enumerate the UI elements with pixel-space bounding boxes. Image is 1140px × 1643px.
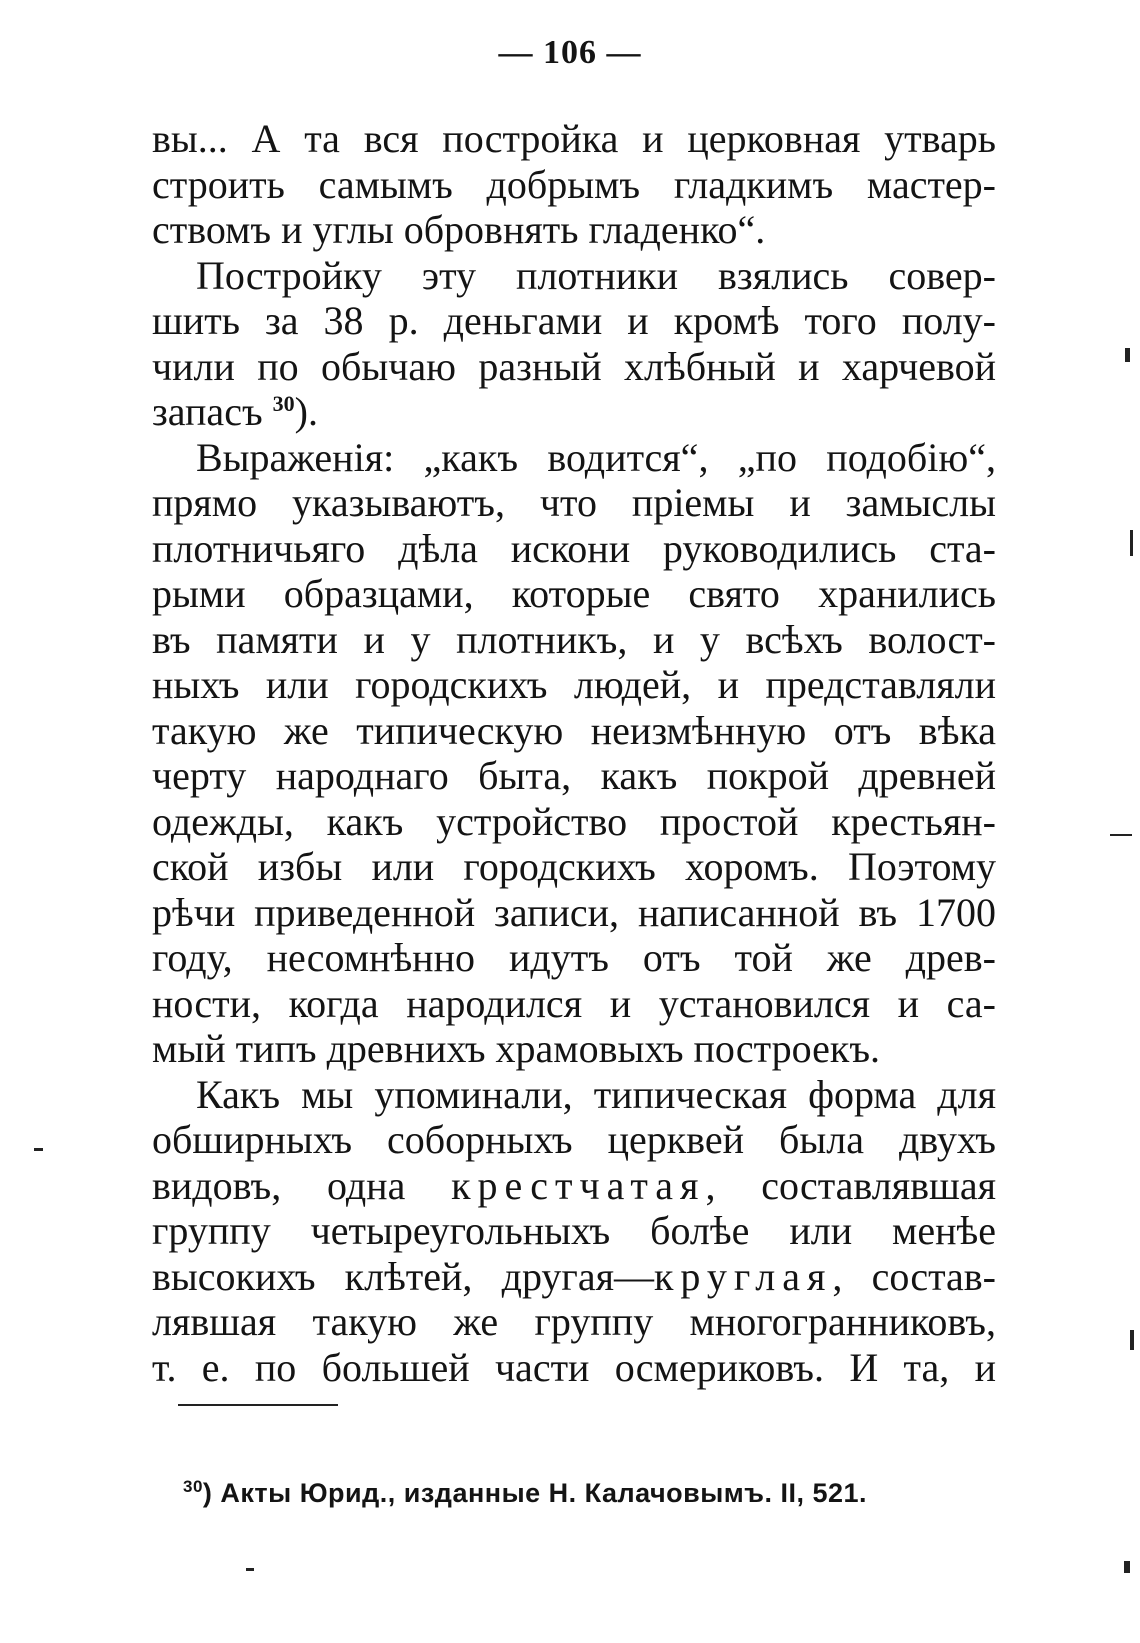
text-fragment: , составлявшая <box>705 1162 996 1208</box>
footnote-marker: 30 <box>183 1477 203 1496</box>
text-line: ской избы или городскихъ хоромъ. Поэтому <box>152 844 996 889</box>
text-line: шить за 38 р. деньгами и кромѣ того полу- <box>152 298 996 343</box>
footnote <box>183 1478 867 1509</box>
text-line: черту народнаго быта, какъ покрой древней <box>152 753 996 798</box>
body-text <box>152 116 996 1390</box>
text-line: т. е. по большей части осмериковъ. И та, и <box>152 1344 996 1390</box>
text-line: ности, когда народился и установился и са- <box>152 980 996 1026</box>
text-line: въ памяти и у плотникъ, и у всѣхъ волост- <box>152 616 996 662</box>
text-line: ныхъ или городскихъ людей, и представляли <box>152 662 996 707</box>
text-line <box>152 1254 996 1300</box>
scan-speck <box>1130 1330 1134 1350</box>
text-line: лявшая такую же группу многогранниковъ, <box>152 1299 996 1344</box>
emphasized-term: круглая <box>654 1253 833 1299</box>
text-line: прямо указываютъ, что пріемы и замыслы <box>152 480 996 525</box>
text-line: ствомъ и углы обровнять гладенко“. <box>152 207 766 252</box>
text-fragment: высокихъ клѣтей, другая— <box>152 1253 654 1299</box>
text-fragment: запасъ <box>152 389 263 434</box>
text-line: Какъ мы упоминали, типическая форма для <box>196 1071 996 1117</box>
scan-speck <box>1110 834 1132 836</box>
text-line: Постройку эту плотники взялись совер- <box>196 252 996 298</box>
page-number: — 106 — <box>498 34 642 71</box>
scan-speck <box>1125 348 1130 362</box>
emphasized-term: крестчатая <box>451 1162 706 1208</box>
text-line: плотничьяго дѣла искони руководились ста- <box>152 525 996 571</box>
text-line: строить самымъ добрымъ гладкимъ мастер- <box>152 161 996 207</box>
text-line: году, несомнѣнно идутъ отъ той же древ- <box>152 935 996 980</box>
footnote-ref-closing: ). <box>294 389 318 434</box>
text-line <box>152 389 996 435</box>
text-fragment: , состав- <box>832 1253 997 1299</box>
footnote-ref-marker: 30 <box>272 391 295 416</box>
scan-speck <box>34 1148 43 1151</box>
text-line: группу четыреугольныхъ болѣе или менѣе <box>152 1208 996 1253</box>
text-line: мый типъ древнихъ храмовыхъ построекъ. <box>152 1026 881 1071</box>
text-line: одежды, какъ устройство простой крестьян- <box>152 798 996 844</box>
scan-speck <box>246 1568 254 1571</box>
footnote-text: ) Акты Юрид., изданные Н. Калачовымъ. II, 521. <box>202 1478 868 1508</box>
text-line: обширныхъ соборныхъ церквей была двухъ <box>152 1117 996 1162</box>
text-fragment: видовъ, одна <box>152 1162 406 1208</box>
scan-speck <box>1124 1561 1130 1573</box>
footnote-separator <box>178 1404 338 1406</box>
text-line: вы... А та вся постройка и церковная утварь <box>152 116 996 161</box>
text-line <box>152 1163 996 1209</box>
text-line: Выраженія: „какъ водится“, „по подобію“, <box>196 434 996 480</box>
text-line: чили по обычаю разный хлѣбный и харчевой <box>152 343 996 389</box>
text-line: такую же типическую неизмѣнную отъ вѣка <box>152 707 996 753</box>
scan-speck <box>1130 530 1133 556</box>
text-line: рыми образцами, которые свято хранились <box>152 571 996 616</box>
text-line: рѣчи приведенной записи, написанной въ 1700 <box>152 889 996 935</box>
